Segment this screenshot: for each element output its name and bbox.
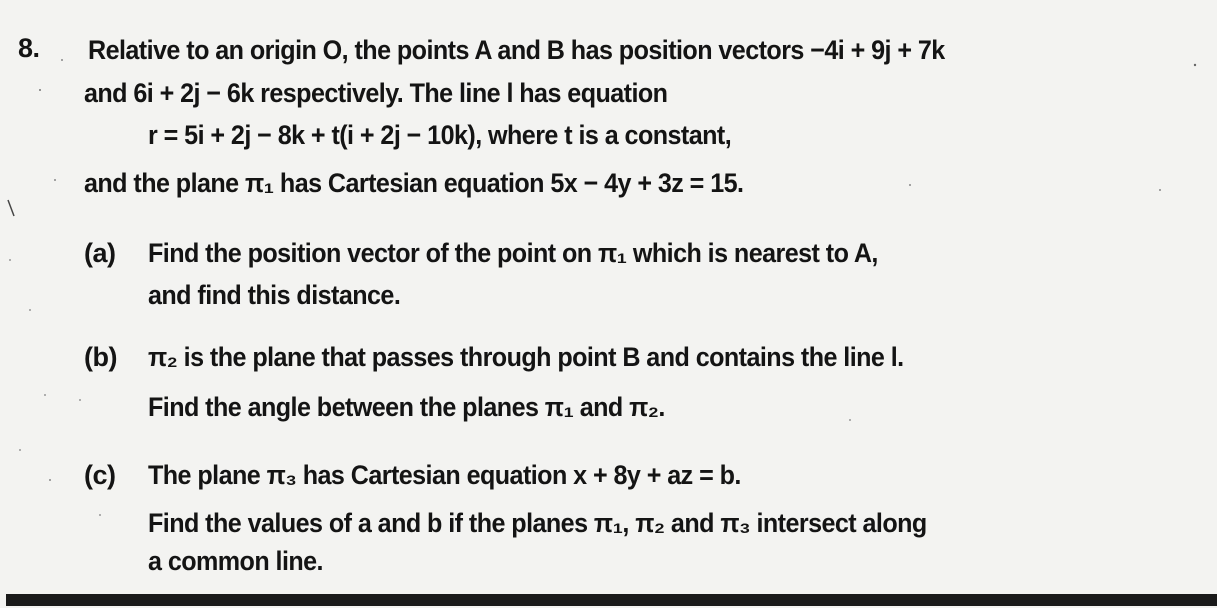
question-number: 8. [18,33,40,63]
part-a-line-1: Find the position vector of the point on π₁ which is nearest to A, [148,238,878,268]
scan-edge-bar [6,594,1217,606]
part-a-line-2: and find this distance. [148,280,401,310]
part-c-label: (c) [84,460,116,490]
stem-line-1: Relative to an origin O, the points A and B has position vectors −4i + 9j + 7k [88,35,945,65]
stem-line-2: and 6i + 2j − 6k respectively. The line l has equation [84,78,668,108]
part-b-line-1: π₂ is the plane that passes through point B and contains the line l. [148,342,904,372]
part-b-line-2: Find the angle between the planes π₁ and π₂. [148,392,665,422]
part-a-label: (a) [84,238,116,268]
part-c-line-3: a common line. [148,546,323,576]
part-b-label: (b) [84,342,117,372]
part-c-line-1: The plane π₃ has Cartesian equation x + 8y + az = b. [148,460,741,490]
part-c-line-2: Find the values of a and b if the planes π₁, π₂ and π₃ intersect along [148,508,927,538]
stem-line-4: and the plane π₁ has Cartesian equation 5x − 4y + 3z = 15. [84,168,744,198]
stem-line-3-equation: r = 5i + 2j − 8k + t(i + 2j − 10k), where t is a constant, [148,120,732,150]
